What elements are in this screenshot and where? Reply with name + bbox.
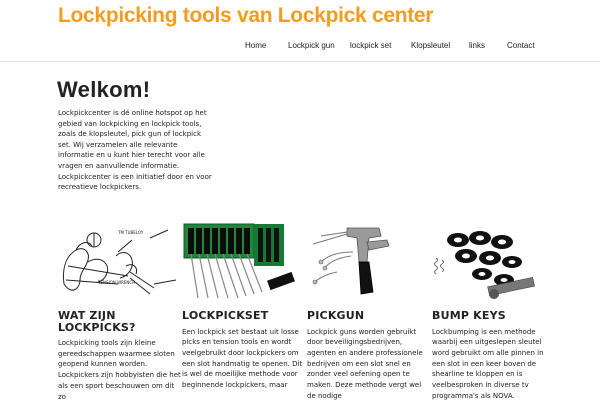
feature-pickgun (307, 222, 432, 401)
pick-gun-icon[interactable] (307, 222, 432, 302)
nav-item-klopsleutel[interactable]: Klopsleutel (411, 41, 451, 50)
nav-item-contact[interactable]: Contact (507, 41, 535, 50)
welcome-text: Lockpickcenter is dé online hotspot op het gebied van lockpicking en lockpick tools, zoals de klopsleutel, pick gun of lockpick set. Wij verzamelen alle relevante informatie en u kunt hier terecht voor alle vragen en aanvullende informatie. Lockpickcenter is een initiatief door en voor recreatieve lockpickers. (58, 109, 212, 192)
header-divider (0, 61, 600, 62)
bump-keys-icon[interactable] (432, 222, 557, 302)
feature-heading: BUMP KEYS (432, 309, 506, 322)
feature-heading: WAT ZIJN LOCKPICKS? (58, 309, 136, 334)
nav-item-links[interactable]: links (469, 41, 486, 50)
feature-what-are-lockpicks (58, 222, 183, 402)
feature-heading: PICKGUN (307, 309, 365, 322)
feature-text: Lockpick guns worden gebruikt door beveiligingsbedrijven, agenten en andere professionele bedrijven om een slot snel en zonder veel oefening open te maken. Deze methode vergt wel de nodige (307, 327, 423, 400)
welcome-heading: Welkom! (57, 77, 151, 102)
site-title[interactable]: Lockpicking tools van Lockpick center (58, 4, 434, 27)
feature-text: Lockpicking tools zijn kleine gereedschappen waarmee sloten geopend kunnen worden. Lockpickers zijn hobbyisten die het als een sport beschouwen om dit zo (58, 339, 181, 401)
diagram-label-tubeloy: TM TUBELOY (118, 230, 144, 235)
lockpicking-diagram-icon[interactable] (58, 222, 183, 302)
lockpick-set-icon[interactable] (182, 222, 307, 302)
nav-item-home[interactable]: Home (245, 41, 267, 50)
nav-item-lockpick-gun[interactable]: Lockpick gun (288, 41, 335, 50)
main-navigation (0, 41, 600, 53)
feature-text: Lockbumping is een methode waarbij een uitgeslepen sleutel word gebruikt om alle pinnen in een slot in een keer boven de shearline te kloppen en is veelbesproken in diverse tv programma's als NOVA. (432, 327, 544, 400)
feature-bump-keys (432, 222, 557, 401)
diagram-label-tension-wrench: TENSION WRENCH (98, 280, 136, 285)
feature-heading: LOCKPICKSET (182, 309, 269, 322)
feature-text: Een lockpick set bestaat uit losse picks en tension tools en wordt veelgebruikt door lockpickers om een slot handmatig te openen. Dit is wel de moeilijke methode voor beginnende lockpickers, maar (182, 327, 303, 390)
feature-lockpickset (182, 222, 307, 391)
nav-item-lockpick-set[interactable]: lockpick set (350, 41, 392, 50)
